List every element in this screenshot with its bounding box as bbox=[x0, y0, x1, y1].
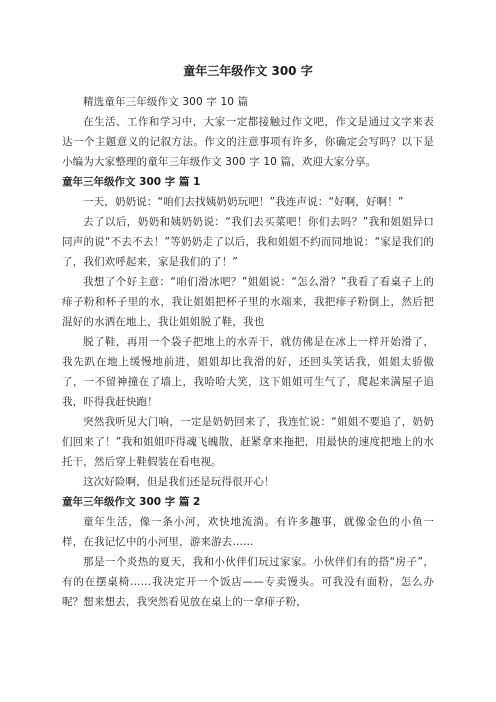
paragraph: 这次好险啊，但是我们还是玩得很开心！ bbox=[83, 476, 275, 488]
section-heading: 童年三年级作文 300 字 篇 2 bbox=[62, 496, 201, 508]
document-title: 童年三年级作文 300 字 bbox=[183, 64, 313, 78]
section-heading: 童年三年级作文 300 字 篇 1 bbox=[62, 176, 201, 188]
paragraph: 突然我听见大门响，一定是奶奶回来了，我连忙说：“姐姐不要追了，奶奶们回来了！”我和姐姐吓得魂飞魄散，赶紧拿来拖把，用最快的速度把地上的水托干，然后穿上鞋假装在看电视。 bbox=[62, 416, 434, 468]
paragraph: 去了以后，奶奶和姨奶奶说：“我们去买菜吧！你们去吗？”我和姐姐异口同声的说“不去不去！”等奶奶走了以后，我和姐姐不约而同地说：“家是我们的了，我们欢呼起来，家是我们的了！” bbox=[62, 216, 434, 268]
intro-paragraph: 在生活、工作和学习中，大家一定都接触过作文吧，作文是通过文字来表达一个主题意义的记叙方法。作文的注意事项有许多，你确定会写吗？以下是小编为大家整理的童年三年级作文 300 字 10 篇，欢迎大家分享。 bbox=[62, 116, 434, 168]
paragraph: 脱了鞋，再用一个袋子把地上的水弄干，就仿佛是在冰上一样开始滑了，我先趴在地上缓慢地前进，姐姐却比我滑的好，还回头笑话我，姐姐太骄傲了，一不留神撞在了墙上，我哈哈大笑，这下姐姐可生气了，爬起来满屋子追我，吓得我赶快跑！ bbox=[62, 336, 434, 408]
paragraph: 我想了个好主意：“咱们滑冰吧？”姐姐说：“怎么滑？”我看了看桌子上的痱子粉和杯子里的水，我让姐姐把杯子里的水端来，我把痱子粉倒上，然后把混好的水洒在地上，我让姐姐脱了鞋，我也 bbox=[62, 276, 434, 328]
paragraph: 童年生活，像一条小河，欢快地流淌。有许多趣事，就像金色的小鱼一样，在我记忆中的小河里，游来游去…… bbox=[62, 516, 434, 548]
paragraph: 那是一个炎热的夏天，我和小伙伴们玩过家家。小伙伴们有的搭“房子”，有的在摆桌椅……我决定开一个饭店——专卖馒头。可我没有面粉，怎么办呢？想来想去，我突然看见放在桌上的一拿痱子粉， bbox=[62, 556, 434, 608]
section-2 bbox=[62, 492, 434, 612]
paragraph: 一天，奶奶说：“咱们去找姨奶奶玩吧！”我连声说：“好啊，好啊！” bbox=[83, 196, 404, 208]
document-subtitle: 精选童年三年级作文 300 字 10 篇 bbox=[83, 96, 249, 108]
section-1 bbox=[62, 172, 434, 492]
